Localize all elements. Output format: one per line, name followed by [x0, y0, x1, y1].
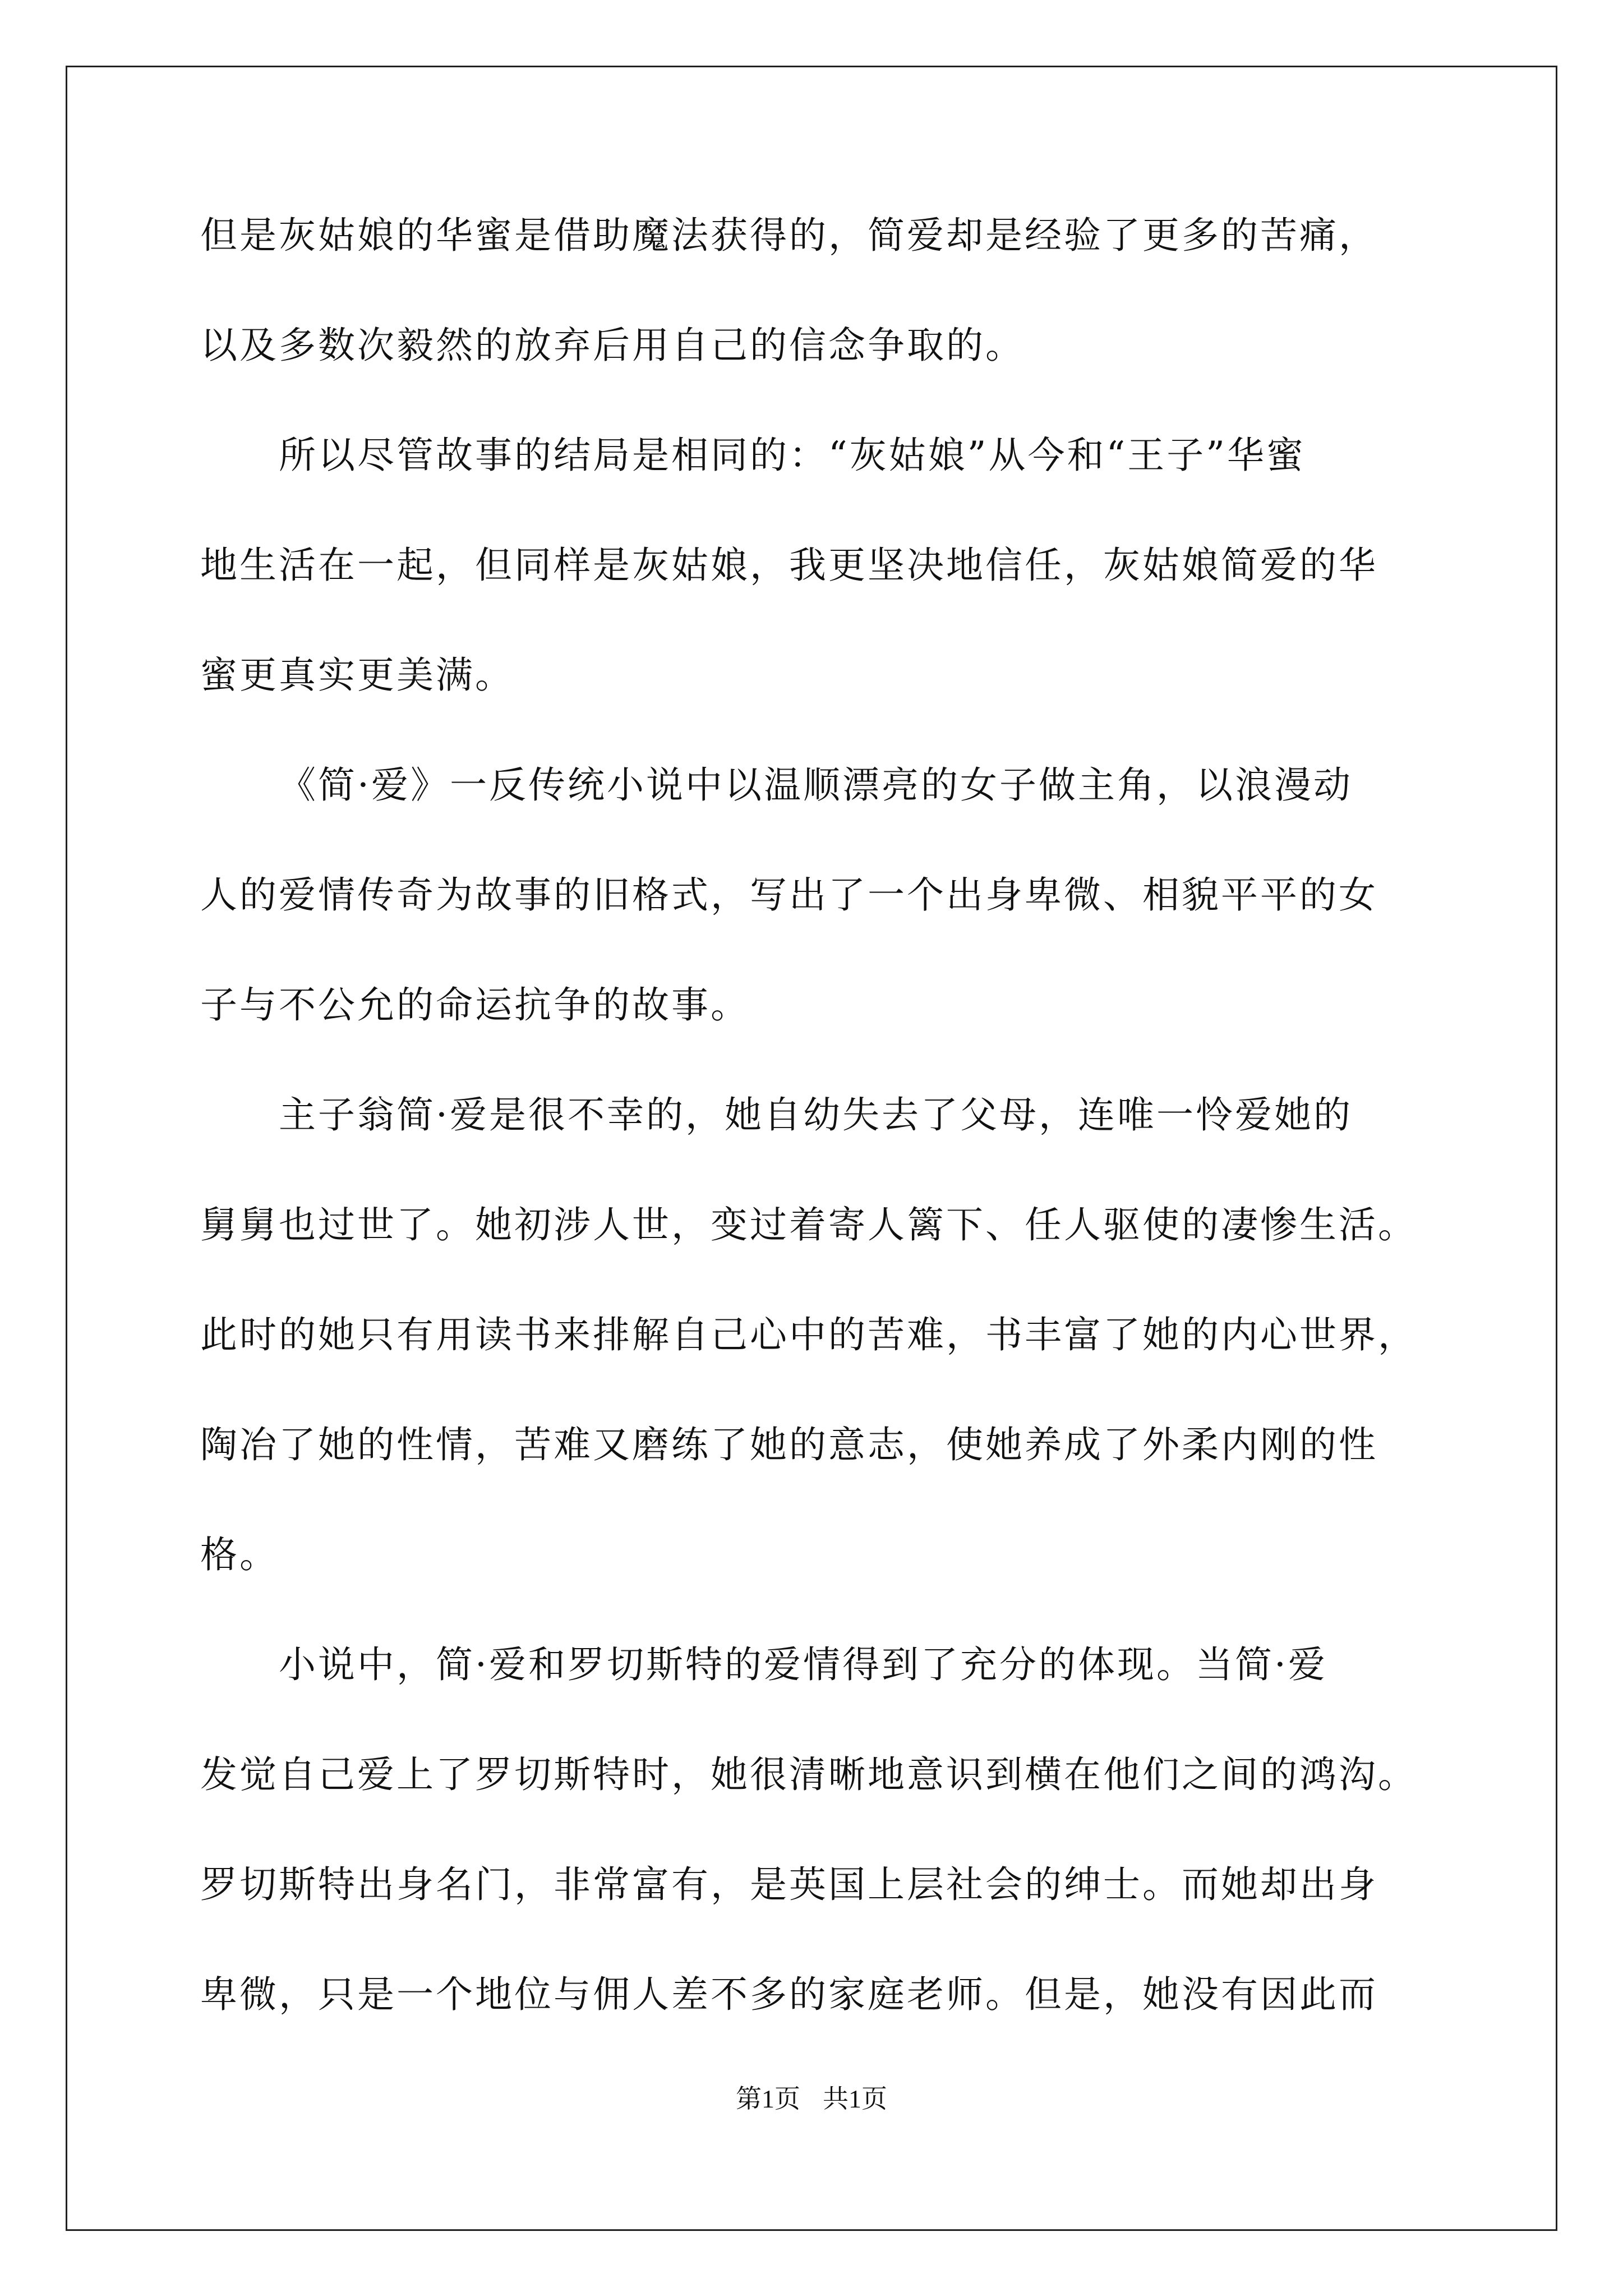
text-line: 舅舅也过世了。她初涉人世，变过着寄人篱下、任人驱使的凄惨生活。: [200, 1203, 1417, 1246]
page-number: 第1页: [736, 2085, 800, 2113]
text-line: 此时的她只有用读书来排解自己心中的苦难，书丰富了她的内心世界，: [200, 1313, 1417, 1356]
text-line: 格。: [200, 1533, 279, 1576]
text-line: 卑微，只是一个地位与佣人差不多的家庭老师。但是，她没有因此而: [200, 1973, 1378, 2016]
text-line: 子与不公允的命运抗争的故事。: [200, 983, 750, 1027]
text-line: 罗切斯特出身名门，非常富有，是英国上层社会的绅士。而她却出身: [200, 1863, 1378, 1906]
text-line: 地生活在一起，但同样是灰姑娘，我更坚决地信任，灰姑娘简爱的华: [200, 544, 1378, 587]
text-line: 蜜更真实更美满。: [200, 654, 514, 697]
text-line: 但是灰姑娘的华蜜是借助魔法获得的，简爱却是经验了更多的苦痛，: [200, 214, 1378, 257]
text-line: 以及多数次毅然的放弃后用自己的信念争取的。: [200, 324, 1025, 367]
page-footer: [0, 2078, 1623, 2115]
paragraph-first-line: 所以尽管故事的结局是相同的：“灰姑娘”从今和“王子”华蜜: [279, 434, 1306, 477]
document-body: [200, 199, 1451, 2068]
text-line: 陶冶了她的性情，苦难又磨练了她的意志，使她养成了外柔内刚的性: [200, 1423, 1378, 1466]
text-line: 发觉自己爱上了罗切斯特时，她很清晰地意识到横在他们之间的鸿沟。: [200, 1753, 1417, 1796]
paragraph-first-line: 主子翁简·爱是很不幸的，她自幼失去了父母，连唯一怜爱她的: [279, 1093, 1353, 1137]
paragraph-first-line: 小说中，简·爱和罗切斯特的爱情得到了充分的体现。当简·爱: [279, 1643, 1327, 1686]
paragraph-first-line: 《简·爱》一反传统小说中以温顺漂亮的女子做主角，以浪漫动: [279, 763, 1353, 807]
page-total: 共1页: [823, 2085, 887, 2113]
text-line: 人的爱情传奇为故事的旧格式，写出了一个出身卑微、相貌平平的女: [200, 873, 1378, 917]
